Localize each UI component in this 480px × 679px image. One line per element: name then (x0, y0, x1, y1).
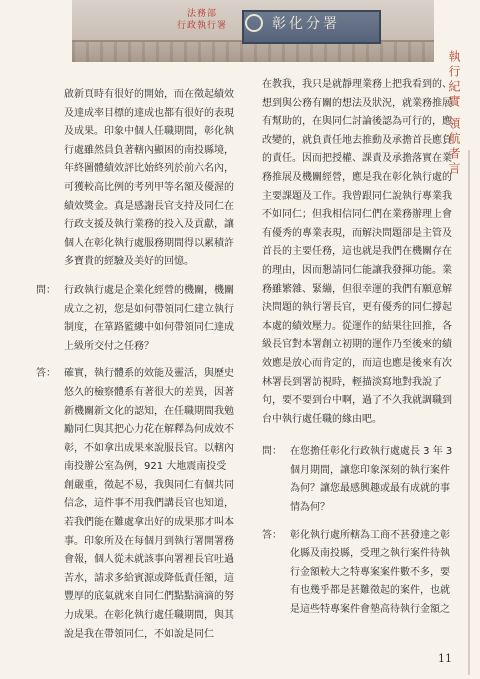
side-section-title: 執行紀實 領航者言 (447, 50, 461, 177)
question-2 (262, 443, 454, 517)
side-divider (468, 150, 470, 675)
question-1 (36, 282, 236, 356)
building-sign-text: 彰化分署 (272, 16, 340, 32)
sign-left-line1: 法務部 (187, 9, 218, 19)
header-photo (72, 0, 434, 62)
question-text: 在您擔任彰化行政執行處處長 3 年 3 個月期間，讓您印象深刻的執行案件為何？讓您最感興趣或最有成就的事情為何？ (290, 446, 453, 514)
emblem-icon (245, 14, 263, 32)
question-text: 行政執行處是企業化經營的機關，機關成立之初，您是如何帶領同仁建立執行制度，在箪路籃縷中如何帶領同仁達成上級所交付之任務？ (64, 284, 234, 352)
sign-left-line2: 行政執行署 (177, 21, 228, 31)
question-label: 問： (262, 446, 282, 458)
left-column (36, 76, 236, 644)
answer-text: 彰化執行處所轄為工商不甚發達之彰化縣及南投縣，受理之執行案件待執行金額較大之特專案案件數不多，要有也幾乎都是甚難徵起的案件，也就是這些特專案件會墊高待執行金額之 (290, 529, 450, 616)
question-label: 問： (36, 284, 56, 296)
intro-paragraph (36, 86, 236, 272)
page-number: 11 (438, 652, 452, 665)
answer-text: 確實，執行體系的效能及靈活，與歷史悠久的檢察體系有著很大的差異，因著新機關新文化的認知，在任職期間我勉勵同仁與其把心力花在解釋為何成效不彰，不如拿出成果來說服長官。以轄內南投辦公室為例，921 大地震南投受創嚴重，徵起不易，我與同仁有個共同信念，這件事不用我們講長官也知道，若我們能在難處拿出好的成果那才叫本事。印象所及在每個月到執行署開署務會報，個人從未就該事向署裡長官吐過苦水，請求多給賓源或降低責任額，這豐厚的底氣就來自同仁們點點滴滴的努力成果。在彰化執行處任職期間，與其說是我在帶領同仁，不如說是同仁 (64, 368, 234, 640)
sign-left-label (177, 8, 227, 32)
answer-2 (262, 527, 454, 620)
right-column (262, 76, 454, 620)
answer-1 (36, 365, 236, 644)
answer-1-continued: 在教我，我只是就靜理業務上把我看到的、想到與公務有關的想法及狀況，就業務推展有幫助的，在與同仁討論後認為可行的，應改變的，就負責任地去推動及承擔首長應負的責任。因而把授權、課責及承擔落實在業務推展及機關經營，應是我在彰化執行處的主要課題及工作。我曾跟同仁說執行專業我不如同仁；但我相信同仁們在業務辦理上會有優秀的專業表現，而解決問題卻是主管及首長的主要任務，這也就是我們在機關存在的理由，因而懇請同仁能讓我發揮功能。業務雖繁雜、緊繃，但很幸運的我們有願意解決問題的執行署長官，更有優秀的同仁撐起本處的績效壓力。從運作的結果往回推，各級長官對本署創立初期的運作乃至後來的績效應是放心而肯定的，而這也應是後來有次林署長到署訪視時，輕描淡寫地對我說了句，要不要到台中啊，過了不久我就調職到台中執行處任職的緣由吧。 (262, 79, 452, 425)
intro-text: 啟新頁時有很好的開始，而在徵起績效及達成率目標的達成也都有很好的表現及成果。印象中個人任職期間，彰化執行處雖然員負著轄內顯困的南投縣境，年終圖體績效評比始終列於前六名內，可獲較高比例的考列甲等名額及優渥的績效獎金。真是感謝長官支持及同仁在行政支援及執行業務的投入及貢獻，讓個人在彰化執行處服務期間得以累積許多寶貴的經驗及美好的回憶。 (64, 89, 234, 268)
answer-label: 答： (36, 368, 56, 380)
answer-label: 答： (262, 529, 282, 541)
